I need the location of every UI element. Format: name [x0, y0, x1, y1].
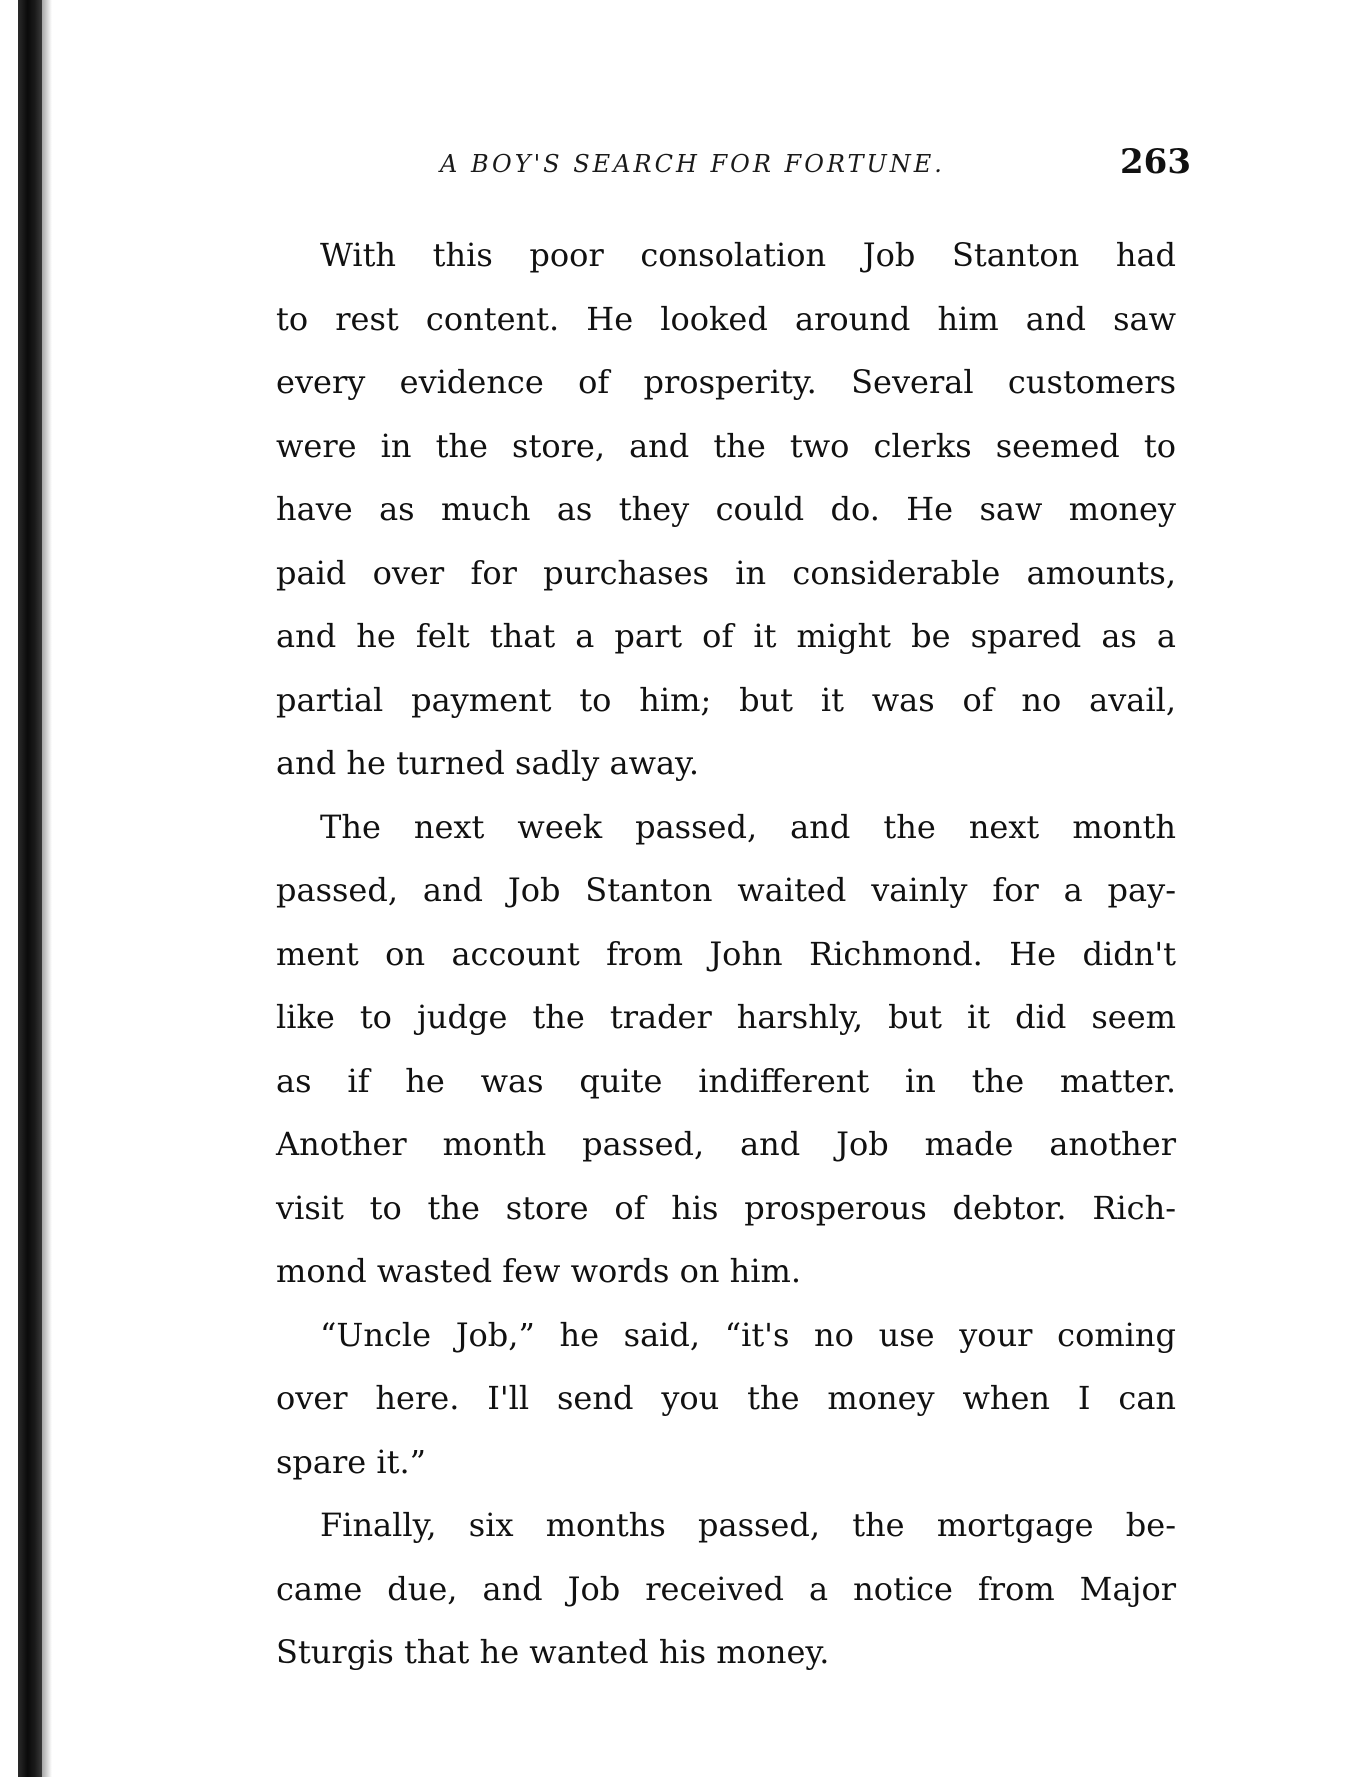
binding-shadow: [42, 0, 52, 1777]
text-line: Finally, six months passed, the mortgage be-: [320, 1506, 1176, 1544]
text-line: “Uncle Job,” he said, “it's no use your coming: [320, 1315, 1176, 1354]
text-line: paid over for purchases in considerable amounts,: [276, 553, 1176, 592]
running-head: A BOY'S SEARCH FOR FORTUNE.: [440, 150, 945, 178]
text-line: mond wasted few words on him.: [276, 1252, 801, 1290]
text-line: and he turned sadly away.: [276, 744, 700, 782]
text-line: as if he was quite indifferent in the matter.: [276, 1061, 1176, 1100]
page-number: 263: [1120, 142, 1191, 182]
paragraph: [276, 796, 1176, 1304]
text-line: every evidence of prosperity. Several customers: [276, 363, 1176, 401]
paragraph: [276, 1494, 1176, 1685]
text-line: have as much as they could do. He saw money: [276, 490, 1176, 528]
text-line: spare it.”: [276, 1442, 427, 1481]
body-text: [276, 224, 1176, 1685]
text-line: ment on account from John Richmond. He didn't: [276, 934, 1176, 973]
text-line: came due, and Job received a notice from Major: [276, 1569, 1176, 1608]
text-line: passed, and Job Stanton waited vainly for a pay-: [276, 871, 1176, 909]
text-line: were in the store, and the two clerks seemed to: [276, 426, 1176, 465]
text-line: With this poor consolation Job Stanton had: [320, 236, 1176, 274]
paragraph: [276, 224, 1176, 796]
text-line: partial payment to him; but it was of no avail,: [276, 680, 1176, 719]
text-line: Another month passed, and Job made another: [276, 1125, 1176, 1163]
binding-edge: [18, 0, 42, 1777]
paragraph: [276, 1304, 1176, 1495]
text-line: visit to the store of his prosperous debtor. Rich-: [276, 1188, 1176, 1227]
text-line: and he felt that a part of it might be spared as a: [276, 617, 1176, 655]
text-line: over here. I'll send you the money when I can: [276, 1379, 1176, 1417]
text-line: The next week passed, and the next month: [320, 807, 1176, 846]
text-line: Sturgis that he wanted his money.: [276, 1633, 830, 1671]
text-line: to rest content. He looked around him and saw: [276, 299, 1176, 338]
text-line: like to judge the trader harshly, but it did seem: [276, 998, 1176, 1036]
